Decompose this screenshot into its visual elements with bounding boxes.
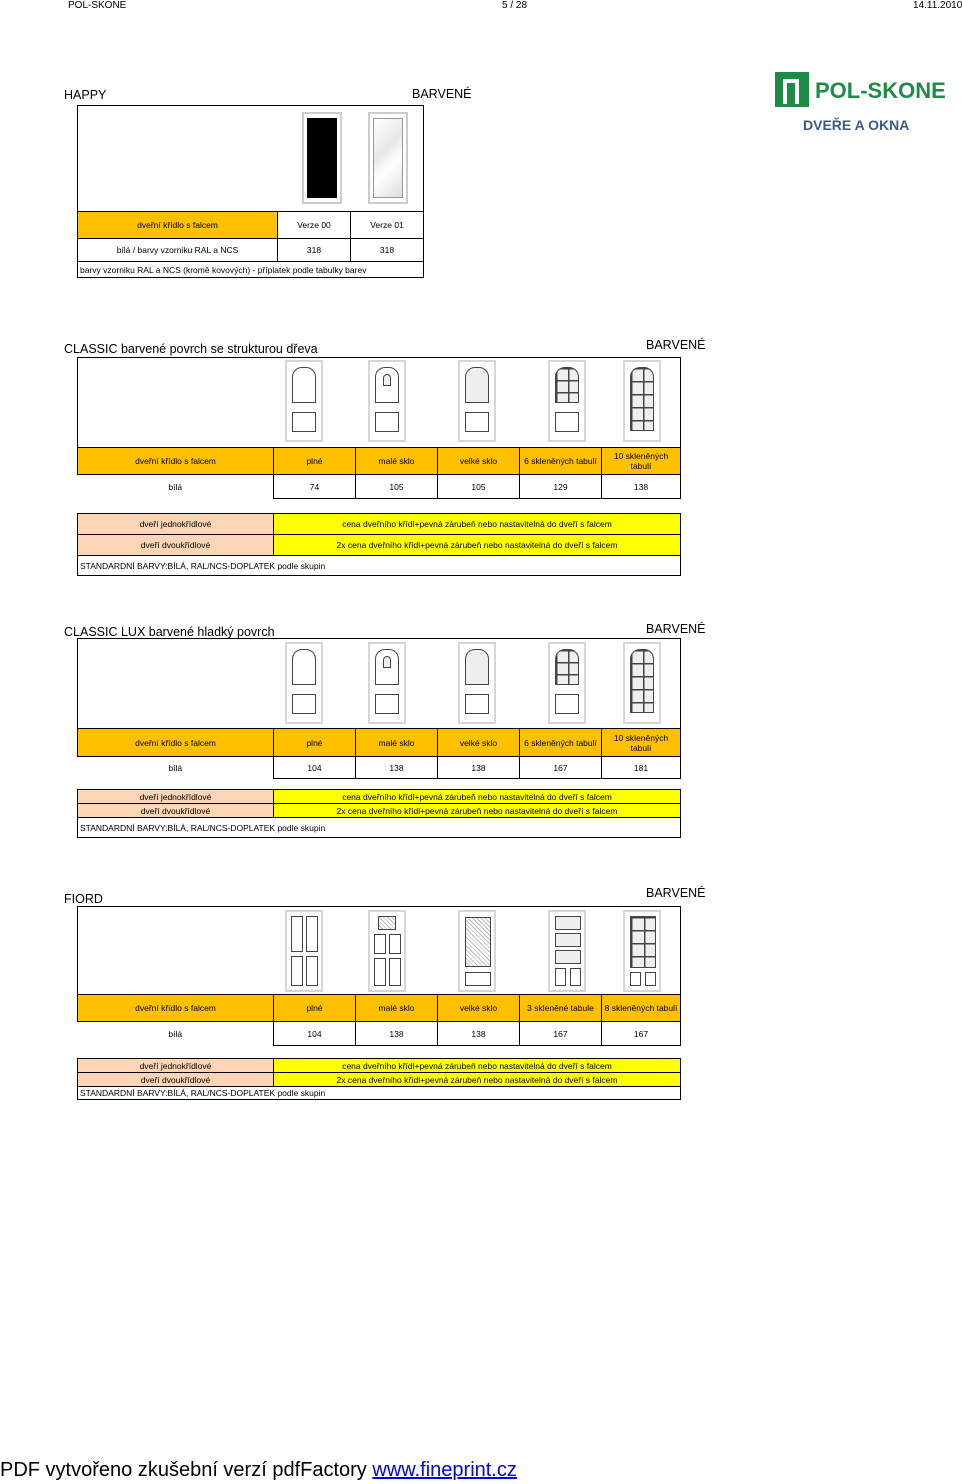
classic-double: dveří dvoukřídlové bbox=[78, 535, 274, 556]
footer-link[interactable]: www.fineprint.cz bbox=[372, 1459, 517, 1481]
classic-frame-table bbox=[77, 513, 681, 576]
classic-lux-single-note: cena dveřního křídl+pevná zárubeň nebo nastavitelná do dveří s falcem bbox=[274, 790, 681, 804]
classic-col-plne: plné bbox=[274, 448, 356, 475]
classic-lux-col-velke-sklo: velké sklo bbox=[438, 729, 520, 757]
classic-lux-price-plne: 104 bbox=[274, 757, 356, 779]
classic-lux-col-6-tabuli: 6 skleněných tabulí bbox=[520, 729, 602, 757]
classic-lux-door-velke-sklo bbox=[458, 642, 496, 724]
happy-price-00: 318 bbox=[278, 239, 351, 262]
logo-brand-text: POL-SKONE bbox=[815, 78, 946, 103]
fiord-price-label: bílá bbox=[168, 1028, 183, 1039]
fiord-barvene: BARVENÉ bbox=[646, 886, 706, 900]
happy-door-v00 bbox=[302, 112, 342, 204]
fiord-door-plne bbox=[285, 910, 323, 992]
classic-price-6-tabuli: 129 bbox=[520, 475, 602, 499]
classic-lux-price-male-sklo: 138 bbox=[356, 757, 438, 779]
classic-lux-door-male-sklo bbox=[368, 642, 406, 724]
classic-door-6-tabuli bbox=[548, 360, 586, 442]
classic-lux-image-area bbox=[77, 638, 681, 729]
happy-note: barvy vzorniku RAL a NCS (kromě kovových) - příplatek podle tabulky barev bbox=[78, 262, 424, 278]
fiord-double-note: 2x cena dveřního křídl+pevná zárubeň nebo nastavitelná do dveří s falcem bbox=[274, 1073, 681, 1087]
fiord-single-note: cena dveřního křídl+pevná zárubeň nebo nastavitelná do dveří s falcem bbox=[274, 1059, 681, 1073]
classic-lux-table bbox=[77, 728, 681, 779]
classic-title: CLASSIC barvené povrch se strukturou dřeva bbox=[64, 342, 318, 356]
classic-door-10-tabuli bbox=[623, 360, 661, 442]
happy-barvene: BARVENÉ bbox=[412, 87, 472, 101]
happy-image-area bbox=[77, 105, 424, 212]
fiord-door-8-tabuli bbox=[623, 910, 661, 992]
classic-lux-door-plne bbox=[285, 642, 323, 724]
header-page-number: 5 / 28 bbox=[502, 0, 528, 11]
logo-mark-icon bbox=[773, 70, 946, 135]
fiord-frame-table bbox=[77, 1058, 681, 1100]
classic-lux-title: CLASSIC LUX barvené hladký povrch bbox=[64, 625, 275, 639]
classic-price-velke-sklo: 105 bbox=[438, 475, 520, 499]
fiord-col-8-tabuli: 8 skleněných tabulí bbox=[602, 995, 681, 1022]
classic-lux-double: dveří dvoukřídlové bbox=[78, 804, 274, 818]
fiord-price-velke-sklo: 138 bbox=[438, 1022, 520, 1046]
fiord-col-velke-sklo: velké sklo bbox=[438, 995, 520, 1022]
classic-lux-door-6-tabuli bbox=[548, 642, 586, 724]
classic-row-label: dveřní křídlo s falcem bbox=[78, 448, 274, 475]
classic-lux-price-velke-sklo: 138 bbox=[438, 757, 520, 779]
happy-version-01: Verze 01 bbox=[351, 212, 424, 239]
classic-single: dveří jednokřídlové bbox=[78, 514, 274, 535]
happy-table bbox=[77, 211, 424, 278]
fiord-col-male-sklo: malé sklo bbox=[356, 995, 438, 1022]
classic-lux-row-label: dveřní křídlo s falcem bbox=[78, 729, 274, 757]
fiord-col-plne: plné bbox=[274, 995, 356, 1022]
footer bbox=[0, 1459, 517, 1482]
fiord-image-area bbox=[77, 906, 681, 995]
classic-door-plne bbox=[285, 360, 323, 442]
classic-single-note: cena dveřního křídl+pevná zárubeň nebo nastavitelná do dveří s falcem bbox=[274, 514, 681, 535]
classic-lux-price-6-tabuli: 167 bbox=[520, 757, 602, 779]
classic-price-plne: 74 bbox=[274, 475, 356, 499]
classic-col-6-tabuli: 6 skleněných tabulí bbox=[520, 448, 602, 475]
classic-lux-price-label: bílá bbox=[168, 762, 183, 773]
classic-lux-col-10-tabuli: 10 skleněných tabulí bbox=[602, 729, 681, 757]
pol-skone-logo bbox=[773, 70, 946, 135]
classic-image-area bbox=[77, 357, 681, 448]
classic-col-10-tabuli: 10 skleněných tabulí bbox=[602, 448, 681, 475]
happy-title: HAPPY bbox=[64, 88, 107, 102]
fiord-door-male-sklo bbox=[368, 910, 406, 992]
classic-door-velke-sklo bbox=[458, 360, 496, 442]
header-left: POL-SKONE bbox=[68, 0, 127, 11]
happy-row-label: dveřní křídlo s falcem bbox=[78, 212, 278, 239]
fiord-standard: STANDARDNÍ BARVY:BÍLÁ, RAL/NCS-DOPLATEK podle skupin bbox=[78, 1087, 681, 1100]
fiord-price-8-tabuli: 167 bbox=[602, 1022, 681, 1046]
classic-lux-single: dveří jednokřídlové bbox=[78, 790, 274, 804]
classic-price-10-tabuli: 138 bbox=[602, 475, 681, 499]
classic-lux-door-10-tabuli bbox=[623, 642, 661, 724]
classic-lux-frame-table bbox=[77, 789, 681, 838]
classic-price-label: bílá bbox=[168, 481, 183, 492]
classic-lux-double-note: 2x cena dveřního křídl+pevná zárubeň nebo nastavitelná do dveří s falcem bbox=[274, 804, 681, 818]
classic-col-male-sklo: malé sklo bbox=[356, 448, 438, 475]
classic-price-male-sklo: 105 bbox=[356, 475, 438, 499]
happy-price-label: bílá / barvy vzorniku RAL a NCS bbox=[78, 239, 278, 262]
fiord-door-velke-sklo bbox=[458, 910, 496, 992]
classic-standard: STANDARDNÍ BARVY:BÍLÁ, RAL/NCS-DOPLATEK podle skupin bbox=[78, 556, 681, 576]
fiord-price-3-tabule: 167 bbox=[520, 1022, 602, 1046]
classic-lux-price-10-tabuli: 181 bbox=[602, 757, 681, 779]
fiord-double: dveří dvoukřídlové bbox=[78, 1073, 274, 1087]
fiord-table bbox=[77, 994, 681, 1046]
logo-tagline-text: DVEŘE A OKNA bbox=[803, 117, 910, 133]
classic-lux-col-plne: plné bbox=[274, 729, 356, 757]
fiord-price-plne: 104 bbox=[274, 1022, 356, 1046]
classic-double-note: 2x cena dveřního křídl+pevná zárubeň nebo nastavitelná do dveří s falcem bbox=[274, 535, 681, 556]
classic-col-velke-sklo: velké sklo bbox=[438, 448, 520, 475]
fiord-col-3-tabule: 3 skleněné tabule bbox=[520, 995, 602, 1022]
classic-lux-standard: STANDARDNÍ BARVY:BÍLÁ, RAL/NCS-DOPLATEK podle skupin bbox=[78, 818, 681, 838]
happy-price-01: 318 bbox=[351, 239, 424, 262]
classic-barvene: BARVENÉ bbox=[646, 338, 706, 352]
fiord-door-3-tabule bbox=[548, 910, 586, 992]
fiord-row-label: dveřní křídlo s falcem bbox=[78, 995, 274, 1022]
classic-lux-barvene: BARVENÉ bbox=[646, 622, 706, 636]
classic-table bbox=[77, 447, 681, 499]
footer-text: PDF vytvořeno zkušební verzí pdfFactory bbox=[0, 1459, 373, 1481]
happy-door-v01 bbox=[368, 112, 408, 204]
happy-version-00: Verze 00 bbox=[278, 212, 351, 239]
fiord-title: FIORD bbox=[64, 892, 103, 906]
classic-door-male-sklo bbox=[368, 360, 406, 442]
fiord-price-male-sklo: 138 bbox=[356, 1022, 438, 1046]
fiord-single: dveří jednokřídlové bbox=[78, 1059, 274, 1073]
header-date: 14.11.2010 bbox=[913, 0, 962, 11]
classic-lux-col-male-sklo: malé sklo bbox=[356, 729, 438, 757]
